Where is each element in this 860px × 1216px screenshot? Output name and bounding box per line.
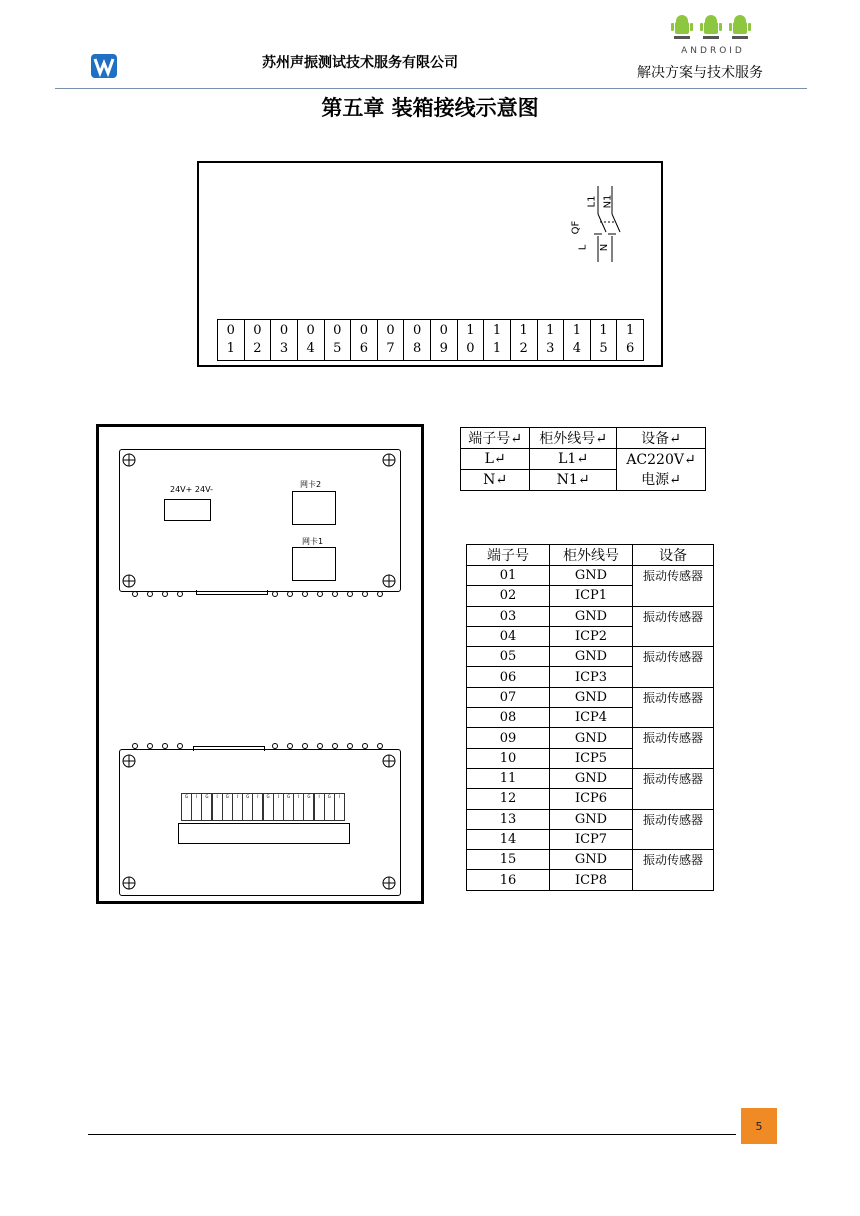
table-row — [467, 728, 714, 748]
terminal-strip — [217, 319, 644, 361]
terminal-cell: 04 — [467, 626, 550, 646]
table-row — [467, 647, 714, 667]
terminal-cell: 12 — [467, 789, 550, 809]
sensor-mini-terminal: I — [232, 793, 243, 821]
terminal-digit: 1 — [626, 323, 635, 338]
terminal-digit: 6 — [359, 341, 369, 356]
terminal-cell — [458, 320, 485, 360]
terminal-digit: 1 — [492, 341, 502, 356]
breaker-label-n1: N1 — [602, 194, 614, 209]
breaker-label-qf: QF — [570, 220, 582, 235]
terminal-digit: 5 — [599, 341, 608, 356]
power-wiring-table — [460, 427, 706, 491]
terminal-cell: 13 — [467, 809, 550, 829]
sensor-mini-terminal: G — [201, 793, 212, 821]
terminal-cell: 07 — [467, 687, 550, 707]
table-row — [467, 687, 714, 707]
device-cell: 振动传感器 — [633, 850, 714, 891]
device-line-2: 电源↵ — [641, 471, 681, 488]
terminal-cell — [245, 320, 272, 360]
sensor-mini-terminal: I — [334, 793, 345, 821]
upper-plate-bottom-rail — [196, 590, 268, 595]
table-header-row — [467, 545, 714, 566]
terminal-digit: 0 — [413, 323, 422, 338]
terminal-digit: 0 — [359, 323, 369, 338]
terminal-cell — [218, 320, 245, 360]
terminal-cell: 14 — [467, 829, 550, 849]
terminal-digit: 6 — [626, 341, 635, 356]
breaker-label-n: N — [599, 243, 611, 252]
sensor-mini-terminal: G — [222, 793, 233, 821]
sensor-mini-terminal: G — [181, 793, 192, 821]
header-device: 设备↵ — [617, 428, 706, 449]
wire-cell: GND — [550, 566, 633, 586]
sensor-mini-terminal: I — [252, 793, 263, 821]
terminal-cell: 03 — [467, 606, 550, 626]
wire-cell: GND — [550, 850, 633, 870]
table-row — [467, 768, 714, 788]
terminal-cell: 05 — [467, 647, 550, 667]
net-card1-label: 网卡1 — [302, 537, 324, 546]
page-number: 5 — [755, 1119, 763, 1133]
terminal-digit: 2 — [519, 341, 528, 356]
sensor-mini-terminal: G — [263, 793, 274, 821]
page-number-badge — [741, 1108, 777, 1144]
sensor-mini-terminal: I — [273, 793, 284, 821]
device-cell: 振动传感器 — [633, 647, 714, 688]
terminal-digit: 0 — [466, 341, 475, 356]
terminal-cell: L↵ — [461, 449, 530, 470]
terminal-cell: 10 — [467, 748, 550, 768]
wire-cell: ICP1 — [550, 586, 633, 606]
wire-cell: ICP6 — [550, 789, 633, 809]
device-cell: 振动传感器 — [633, 728, 714, 769]
sensor-mini-terminal: I — [293, 793, 304, 821]
table-header-row — [461, 428, 706, 449]
terminal-din-rail — [178, 823, 350, 844]
terminal-digit: 4 — [572, 341, 582, 356]
terminal-digit: 9 — [439, 341, 448, 356]
header-device: 设备 — [633, 545, 714, 566]
wire-cell: ICP5 — [550, 748, 633, 768]
wire-cell: GND — [550, 606, 633, 626]
terminal-cell — [617, 320, 643, 360]
header-terminal: 端子号↵ — [461, 428, 530, 449]
terminal-cell — [431, 320, 458, 360]
terminal-digit: 0 — [306, 323, 315, 338]
terminal-digit: 0 — [279, 323, 289, 338]
terminal-digit: 2 — [253, 341, 262, 356]
company-name: 苏州声振测试技术服务有限公司 — [262, 55, 458, 71]
sensor-wiring-table — [466, 544, 714, 891]
terminal-digit: 1 — [466, 323, 475, 338]
wire-cell: ICP2 — [550, 626, 633, 646]
terminal-cell — [511, 320, 538, 360]
terminal-cell — [325, 320, 352, 360]
terminal-digit: 3 — [279, 341, 289, 356]
terminal-cell — [538, 320, 565, 360]
upper-mounting-plate — [119, 449, 401, 592]
table-row — [467, 809, 714, 829]
terminal-digit: 1 — [519, 323, 528, 338]
device-cell: 振动传感器 — [633, 768, 714, 809]
terminal-cell — [404, 320, 431, 360]
wire-cell: ICP7 — [550, 829, 633, 849]
wire-cell: GND — [550, 728, 633, 748]
header-terminal: 端子号 — [467, 545, 550, 566]
net-card2-module — [292, 491, 336, 525]
header-rule — [55, 88, 807, 89]
wire-cell: GND — [550, 809, 633, 829]
terminal-cell: 11 — [467, 768, 550, 788]
terminal-digit: 1 — [572, 323, 582, 338]
terminal-digit: 8 — [413, 341, 422, 356]
terminal-digit: 0 — [226, 323, 235, 338]
terminal-digit: 1 — [599, 323, 608, 338]
terminal-digit: 1 — [492, 323, 502, 338]
terminal-digit: 0 — [439, 323, 448, 338]
table-row — [461, 449, 706, 470]
sensor-mini-terminal: G — [283, 793, 294, 821]
page-title: 第五章 装箱接线示意图 — [321, 95, 539, 120]
wire-cell: GND — [550, 647, 633, 667]
device-cell: 振动传感器 — [633, 687, 714, 728]
table-row — [467, 606, 714, 626]
sensor-mini-terminal: G — [242, 793, 253, 821]
terminal-cell: 09 — [467, 728, 550, 748]
android-logo — [668, 14, 758, 56]
power-terminal-block — [164, 499, 211, 521]
terminal-digit: 4 — [306, 341, 315, 356]
terminal-cell: 06 — [467, 667, 550, 687]
header-wire: 柜外线号 — [550, 545, 633, 566]
device-cell: 振动传感器 — [633, 606, 714, 647]
wire-cell: GND — [550, 768, 633, 788]
terminal-digit: 0 — [386, 323, 395, 338]
wire-cell: ICP4 — [550, 708, 633, 728]
sensor-mini-terminal: I — [212, 793, 223, 821]
company-logo — [91, 54, 117, 78]
terminal-cell — [271, 320, 298, 360]
wire-cell: ICP3 — [550, 667, 633, 687]
terminal-cell — [298, 320, 325, 360]
terminal-cell: 02 — [467, 586, 550, 606]
sensor-mini-terminal: I — [191, 793, 202, 821]
terminal-cell — [591, 320, 618, 360]
device-cell: 振动传感器 — [633, 566, 714, 607]
terminal-digit: 1 — [226, 341, 235, 356]
wire-cell: L1↵ — [530, 449, 617, 470]
power-terminal-label: 24V+ 24V- — [170, 485, 213, 494]
wire-cell: N1↵ — [530, 470, 617, 491]
device-cell — [617, 449, 706, 491]
terminal-cell — [351, 320, 378, 360]
header-wire: 柜外线号↵ — [530, 428, 617, 449]
terminal-cell: 08 — [467, 708, 550, 728]
terminal-cell: 01 — [467, 566, 550, 586]
wire-cell: ICP8 — [550, 870, 633, 890]
android-text: ANDROID — [681, 46, 745, 56]
footer-rule — [88, 1134, 736, 1135]
terminal-cell — [564, 320, 591, 360]
net-card1-module — [292, 547, 336, 581]
table-row — [467, 566, 714, 586]
terminal-cell — [484, 320, 511, 360]
terminal-digit: 3 — [546, 341, 555, 356]
table-row — [467, 850, 714, 870]
breaker-label-l1: L1 — [586, 195, 598, 208]
sensor-mini-terminal: I — [314, 793, 325, 821]
wire-cell: GND — [550, 687, 633, 707]
terminal-digit: 0 — [333, 323, 342, 338]
device-line-1: AC220V↵ — [626, 451, 696, 468]
net-card2-label: 网卡2 — [300, 480, 322, 489]
sensor-mini-terminal: G — [303, 793, 314, 821]
slogan: 解决方案与技术服务 — [637, 65, 763, 81]
terminal-digit: 7 — [386, 341, 395, 356]
device-cell: 振动传感器 — [633, 809, 714, 850]
breaker-label-l: L — [577, 244, 589, 251]
sensor-mini-terminal: G — [324, 793, 335, 821]
terminal-cell — [378, 320, 405, 360]
terminal-digit: 1 — [546, 323, 555, 338]
terminal-cell: N↵ — [461, 470, 530, 491]
terminal-cell: 16 — [467, 870, 550, 890]
terminal-digit: 0 — [253, 323, 262, 338]
terminal-cell: 15 — [467, 850, 550, 870]
terminal-digit: 5 — [333, 341, 342, 356]
